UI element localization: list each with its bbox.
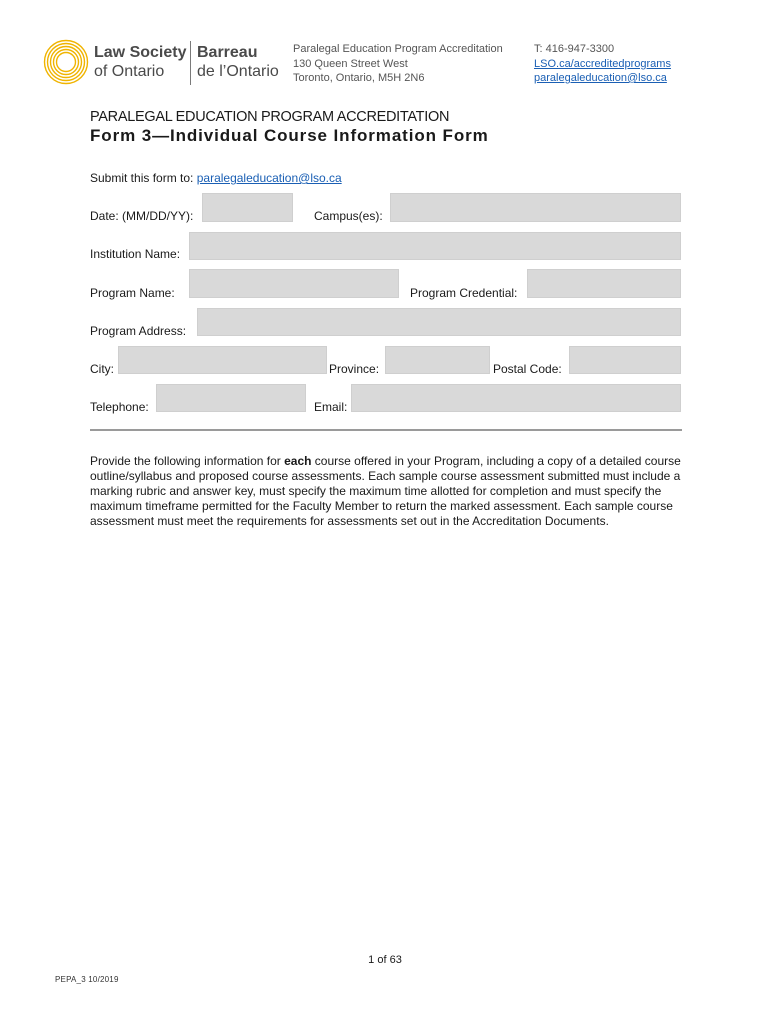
- logo-fr-line2: de l’Ontario: [197, 63, 279, 80]
- logo-en-line2: of Ontario: [94, 63, 165, 80]
- postal-code-label: Postal Code:: [493, 362, 562, 376]
- law-society-ring-icon: [42, 38, 90, 86]
- telephone-field[interactable]: [156, 384, 306, 412]
- logo-divider: [190, 41, 191, 85]
- province-label: Province:: [329, 362, 380, 376]
- program-address-label: Program Address:: [90, 324, 187, 338]
- program-credential-field[interactable]: [527, 269, 681, 298]
- date-label: Date: (MM/DD/YY):: [90, 209, 194, 223]
- logo-fr-line1: Barreau: [197, 44, 258, 61]
- form-title: Form 3—Individual Course Information Form: [90, 126, 489, 145]
- campus-label: Campus(es):: [314, 209, 383, 223]
- instructions-part2: course offered in your Program, including a copy of a detailed course outline/syllabus and proposed course assessments. Each sample course assessment submitted must include a marking rubric and answer key, must specify the maximum time allotted for completion and must specify the maximum timeframe permitted for the Faculty Member to return the marked assessment. Each sample course assessment must meet the requirements for assessments set out in the Accreditation Documents.: [90, 454, 681, 528]
- form-code-footer: PEPA_3 10/2019: [55, 975, 119, 984]
- telephone-label: Telephone:: [90, 400, 149, 414]
- logo-en-line1: Law Society: [94, 44, 187, 61]
- city-label: City:: [90, 362, 114, 376]
- office-address: [293, 42, 503, 86]
- law-society-logo: [42, 38, 282, 88]
- program-credential-label: Program Credential:: [410, 286, 518, 300]
- institution-label: Institution Name:: [90, 247, 181, 261]
- section-heading: PARALEGAL EDUCATION PROGRAM ACCREDITATION: [90, 109, 450, 125]
- submit-text: Submit this form to:: [90, 171, 194, 185]
- email-label: Email:: [314, 400, 348, 414]
- program-address-field[interactable]: [197, 308, 681, 336]
- phone-number: T: 416-947-3300: [534, 43, 615, 55]
- instructions-emphasis: each: [284, 454, 312, 468]
- address-line2: 130 Queen Street West: [293, 57, 408, 70]
- section-divider: [90, 429, 682, 431]
- submit-instruction: [90, 171, 342, 185]
- program-name-label: Program Name:: [90, 286, 175, 300]
- postal-code-field[interactable]: [569, 346, 681, 374]
- date-field[interactable]: [202, 193, 293, 222]
- program-name-field[interactable]: [189, 269, 399, 298]
- website-link[interactable]: LSO.ca/accreditedprograms: [534, 57, 671, 70]
- city-field[interactable]: [118, 346, 327, 374]
- contact-email-link[interactable]: paralegaleducation@lso.ca: [534, 72, 667, 84]
- contact-info: [534, 42, 671, 86]
- logo-text-french: [197, 43, 279, 81]
- instructions-part1: Provide the following information for: [90, 454, 285, 468]
- address-line1: Paralegal Education Program Accreditation: [293, 43, 503, 55]
- submit-email-link[interactable]: paralegaleducation@lso.ca: [196, 171, 342, 185]
- logo-text-english: [94, 43, 186, 81]
- address-line3: Toronto, Ontario, M5H 2N6: [293, 72, 425, 84]
- province-field[interactable]: [385, 346, 490, 374]
- campus-field[interactable]: [390, 193, 681, 222]
- instructions-paragraph: [90, 454, 682, 529]
- institution-field[interactable]: [189, 232, 681, 260]
- email-field[interactable]: [351, 384, 681, 412]
- page-number: 1 of 63: [368, 954, 402, 966]
